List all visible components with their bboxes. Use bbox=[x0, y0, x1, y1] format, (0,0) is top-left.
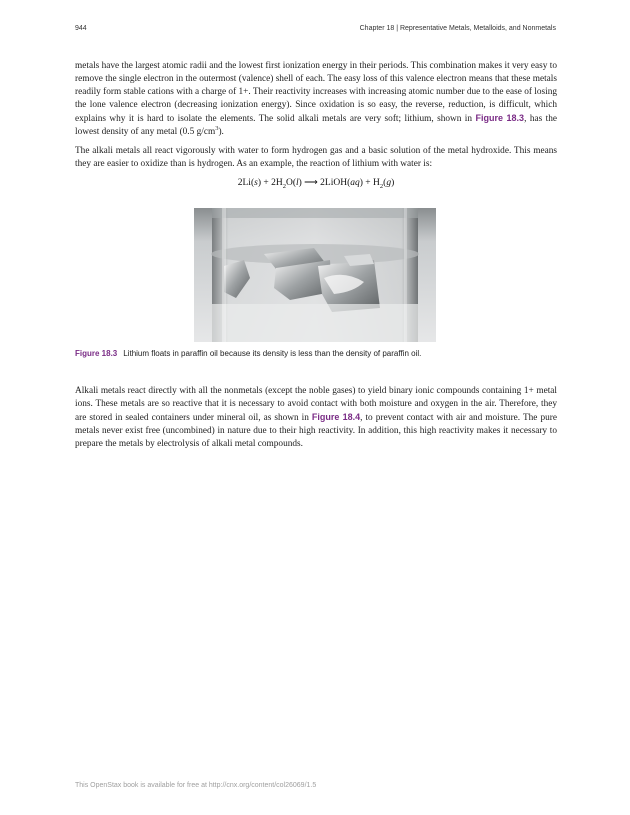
paragraph-2 bbox=[75, 145, 557, 171]
figure-caption bbox=[75, 349, 557, 358]
figure-18-4-link[interactable]: Figure 18.4 bbox=[311, 412, 361, 423]
paragraph-1-text-b: , has the lowest density of any metal (0.5 g/cm bbox=[75, 114, 557, 138]
eq-state: s bbox=[254, 178, 258, 188]
eq-subscript: 2 bbox=[379, 182, 384, 190]
superscript: 3 bbox=[215, 125, 219, 133]
paragraph-3-text-a: Alkali metals react directly with all the nonmetals (except the noble gases) to yield binary ionic compounds containing 1+ metal ions. These metals are so reactive that it is necessary to avoid contact with both moisture and oxygen in the air. Therefore, they are stored in sealed containers under mineral oil, as shown in bbox=[75, 386, 557, 424]
eq-state: g bbox=[386, 178, 392, 188]
paragraph-1 bbox=[75, 60, 557, 140]
eq-part: ) + 2H bbox=[257, 178, 283, 188]
page-footer: This OpenStax book is available for free at http://cnx.org/content/col26069/1.5 bbox=[75, 782, 317, 789]
paragraph-1-text-a: metals have the largest atomic radii and the lowest first ionization energy in their periods. This combination makes it very easy to remove the single electron in the outermost (valence) shell of each. The easy loss of this valence electron means that these metals readily form stable cations with a charge of 1+. Their reactivity increases with increasing atomic number due to the ease of losing the lone valence electron (decreasing ionization energy). Since oxidation is so easy, the reverse, reduction, is difficult, which explains why it is hard to isolate the elements. The solid alkali metals are very soft; lithium, shown in bbox=[75, 61, 557, 125]
eq-part: ) bbox=[391, 178, 395, 188]
paragraph-2-text: The alkali metals all react vigorously with water to form hydrogen gas and a basic solution of the metal hydroxide. This means they are easier to oxidize than is hydrogen. As an example, the reaction of lithium with water is: bbox=[75, 146, 557, 170]
eq-part: ) ⟶ 2LiOH( bbox=[298, 178, 351, 188]
paragraph-1-text-c: ). bbox=[218, 127, 224, 138]
eq-state: l bbox=[295, 178, 299, 188]
page-number: 944 bbox=[75, 25, 87, 32]
paragraph-3 bbox=[75, 385, 557, 451]
eq-part: ) + H bbox=[359, 178, 380, 188]
figure-caption-text: Lithium floats in paraffin oil because its density is less than the density of paraffin oil. bbox=[123, 349, 422, 358]
chapter-title: Chapter 18 | Representative Metals, Metalloids, and Nonmetals bbox=[359, 25, 556, 32]
lithium-in-oil-photo bbox=[194, 208, 436, 342]
figure-label: Figure 18.3 bbox=[75, 349, 118, 358]
eq-part: O( bbox=[285, 178, 296, 188]
eq-part: 2Li( bbox=[237, 178, 255, 188]
figure-18-3-link[interactable]: Figure 18.3 bbox=[475, 113, 525, 124]
reaction-equation bbox=[75, 177, 557, 188]
eq-state: aq bbox=[350, 178, 360, 188]
paragraph-3-text-b: , to prevent contact with air and moisture. The pure metals never exist free (uncombined) in nature due to their high reactivity. In addition, this high reactivity makes it necessary to prepare the metals by electrolysis of alkali metal compounds. bbox=[75, 413, 557, 450]
eq-part: ( bbox=[383, 178, 387, 188]
eq-subscript: 2 bbox=[282, 182, 286, 190]
page-header bbox=[75, 25, 556, 37]
